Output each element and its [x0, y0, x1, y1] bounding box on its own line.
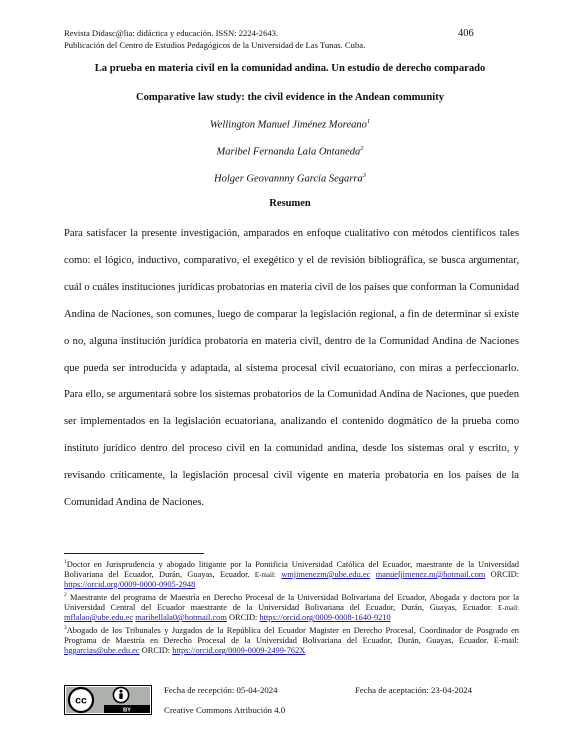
footnote-mark: 3 [64, 625, 67, 632]
email-link[interactable]: wmjimenezm@ube.edu.ec [281, 569, 371, 579]
author-name: Maribel Fernanda Lala Ontaneda [216, 146, 361, 158]
footnote-text: Doctor en Jurisprudencia y abogado litigante por la Pontificia Universidad Católica del Ecuador, maestrante de la Universidad Bolivariana del Ecuador, Durán, Guayas, Ecuador. [64, 559, 519, 579]
footnote-mark: 1 [366, 118, 371, 125]
orcid-label: ORCID: [228, 613, 258, 623]
author-name: Holger Geovannny García Segarra [214, 173, 363, 185]
footnote-divider [64, 553, 204, 554]
orcid-link[interactable]: https://orcid.org/0009-0000-0905-2948 [64, 579, 196, 589]
title-spanish: La prueba en materia civil en la comunidad andina. Un estudio de derecho comparado [94, 63, 486, 74]
footnote-text: Abogado de los Tribunales y Juzgados de la República del Ecuador Magister en Derecho Procesal, Coordinador de Posgrado en Programa de Maestría en Derecho Procesal de la Universidad Bolivariana del Ecuador, Durán, Guayas, Ecuador. [64, 625, 519, 646]
acceptance-date: Fecha de aceptación: 23-04-2024 [355, 685, 473, 695]
email-label: E-mail: [493, 636, 520, 646]
email-link[interactable]: hggarcias@ube.edu.ec [64, 646, 140, 656]
footnote-mark: 3 [362, 172, 366, 179]
footnote-2 [64, 590, 519, 623]
page-number: 406 [458, 28, 474, 39]
title-english: Comparative law study: the civil evidence in the Andean community [135, 92, 445, 103]
footnote-1 [64, 557, 519, 590]
email-link[interactable]: manueljimenez.m@hotmail.com [375, 569, 486, 579]
email-label: E-mail: [498, 603, 519, 612]
creative-commons-by-badge[interactable] [64, 685, 152, 715]
running-header [64, 28, 365, 51]
reception-date: Fecha de recepción: 05-04-2024 [164, 685, 278, 695]
orcid-label: ORCID: [141, 646, 171, 656]
email-link[interactable]: maribellala0@hotmail.com [135, 613, 227, 623]
author-2 [0, 145, 580, 158]
email-label: E-mail: [254, 570, 276, 579]
footnote-mark: 2 [64, 592, 67, 599]
orcid-label: ORCID: [490, 569, 520, 579]
author-name: Wellington Manuel Jiménez Moreano [209, 119, 367, 131]
email-link[interactable]: mflalao@ube.edu.ec [64, 613, 134, 623]
orcid-link[interactable]: https://orcid.org/0009-0009-2499-762X [172, 646, 306, 656]
footnote-3 [64, 623, 519, 656]
footnote-mark: 2 [360, 145, 364, 152]
footnotes [64, 557, 519, 656]
author-1 [0, 118, 580, 131]
abstract-heading: Resumen [269, 198, 311, 209]
publisher-line: Publicación del Centro de Estudios Pedagógicos de la Universidad de Las Tunas. Cuba. [64, 39, 366, 50]
author-3 [0, 172, 580, 185]
cc-badge-text: cc [75, 694, 87, 707]
journal-line: Revista Didasc@lia: didáctica y educación. ISSN: 2224-2643. [64, 28, 279, 38]
footnote-text: Maestrante del programa de Maestría en Derecho Procesal de la Universidad Bolivariana del Ecuador, Abogada y doctora por la Universidad Central del Ecuador maestrante de la Universidad Bolivariana del Ecuador, Durán, Guayas, Ecuador. [64, 592, 519, 612]
abstract-body: Para satisfacer la presente investigación, amparados en enfoque cualitativo con métodos científicos tales como: el lógico, inductivo, comparativo, el exegético y el de revisión bibliográfica, se busca argumentar, cuál o cuáles instituciones jurídicas probatorias en materia civil de los países que conforman la Comunidad Andina de Naciones, son comunes, luego de comparar la legislación regional, a fin de determinar si existe o no, alguna institución jurídica probatoria en materia civil, dentro de la Comunidad Andina de Naciones que pueda ser introducida y adaptada, al sistema procesal civil ecuatoriano, con miras a perfeccionarlo. Para ello, se argumentará sobre los sistemas probatorios de la Comunidad Andina de Naciones, que pueden ser implementados en la legislación ecuatoriana, analizando el contenido dogmático de la prueba como instituto jurídico dentro del proceso civil en la comunidad andina, desde los sistemas oral y escrito, y revisando críticamente, la legislación procesal civil vigente en materia probatoria en los países de la Comunidad Andina de Naciones. [64, 228, 519, 509]
footnote-mark: 1 [64, 559, 67, 565]
orcid-link[interactable]: https://orcid.org/0009-0008-1640-9210 [259, 613, 391, 623]
by-badge-text: BY [122, 707, 132, 714]
license-text: Creative Commons Atribución 4.0 [164, 705, 286, 715]
